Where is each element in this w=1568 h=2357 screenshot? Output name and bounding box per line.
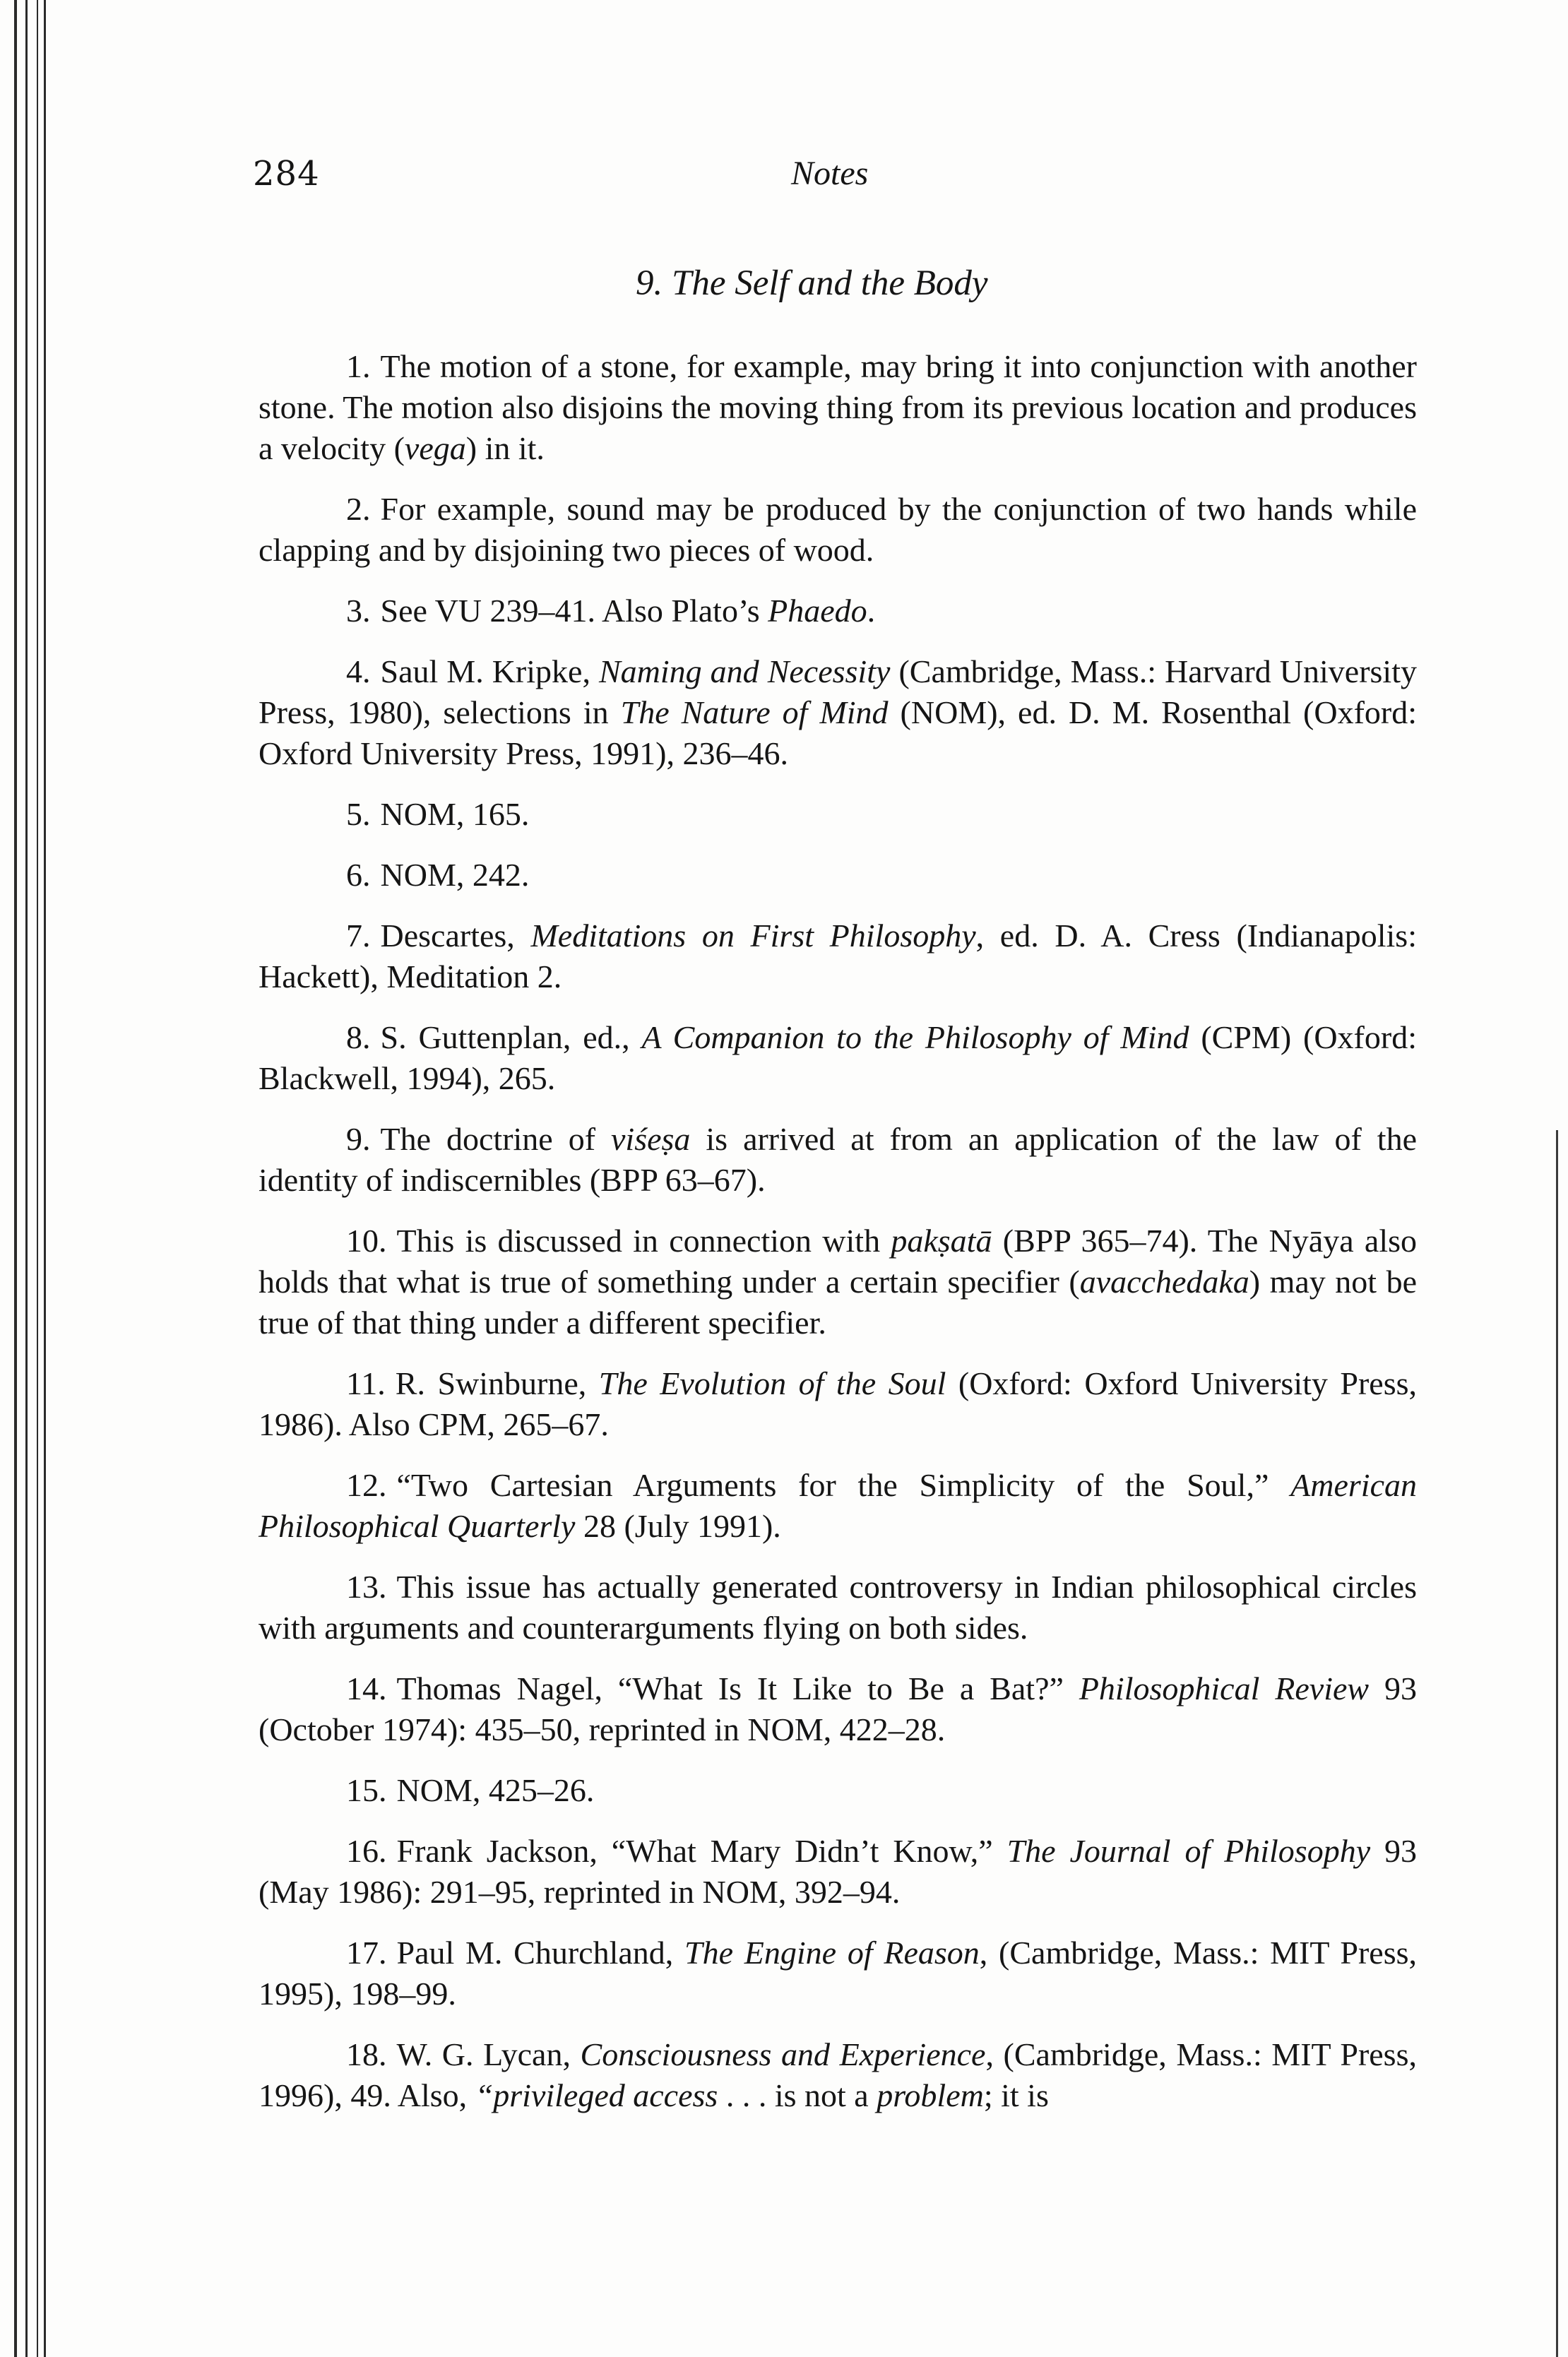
endnote <box>259 1017 1417 1099</box>
endnote-italic-text: Meditations on First Philosophy <box>530 918 976 954</box>
endnote <box>259 346 1417 469</box>
endnote-text: This issue has actually generated controversy in Indian philosophical circles with arguments and counterarguments flying on both sides. <box>259 1569 1417 1646</box>
spine-shadow-line <box>14 0 17 2357</box>
endnote <box>259 1831 1417 1913</box>
chapter-title: 9. The Self and the Body <box>636 263 988 303</box>
endnote-number: 15. <box>346 1772 387 1808</box>
running-title: Notes <box>791 155 869 192</box>
endnote-number: 17. <box>346 1935 387 1971</box>
endnote-text: S. Guttenplan, ed., <box>380 1019 642 1055</box>
page-number: 284 <box>253 154 320 194</box>
endnote <box>259 915 1417 997</box>
endnote-number: 11. <box>346 1365 386 1401</box>
endnote-italic-text: problem <box>877 2077 984 2113</box>
endnote-text: The motion of a stone, for example, may bring it into conjunction with another stone. The motion also disjoins the moving thing from its previous location and produces a velocity ( <box>259 348 1417 466</box>
endnote <box>259 1668 1417 1750</box>
endnote-italic-text: The Evolution of the Soul <box>598 1365 946 1401</box>
endnote-number: 10. <box>346 1223 387 1259</box>
endnote-text: (Cambridge, Mass.: Harvard University Press, 1980), selections in <box>259 653 1417 730</box>
endnote-italic-text: “privileged access <box>475 2077 718 2113</box>
endnote <box>259 590 1417 631</box>
endnote-italic-text: Naming and Necessity <box>598 653 891 689</box>
endnote-number: 12. <box>346 1467 387 1503</box>
endnote-text: For example, sound may be produced by the conjunction of two hands while clapping and by disjoining two pieces of wood. <box>259 491 1417 568</box>
endnote-number: 14. <box>346 1670 387 1706</box>
endnote-text: 28 (July 1991). <box>575 1508 781 1544</box>
spine-shadow-line <box>37 0 38 2357</box>
endnote-italic-text: Phaedo <box>768 593 867 629</box>
endnote-text: R. Swinburne, <box>395 1365 599 1401</box>
endnote-italic-text: The Journal of Philosophy <box>1006 1833 1371 1869</box>
endnote-text: Descartes, <box>380 918 531 954</box>
endnote-italic-text: Consciousness and Experience <box>580 2036 986 2072</box>
endnote-text: This is discussed in connection with <box>396 1223 891 1259</box>
endnote-text: Frank Jackson, “What Mary Didn’t Know,” <box>396 1833 1007 1869</box>
endnote-text: See VU 239–41. Also Plato’s <box>380 593 768 629</box>
endnote-number: 13. <box>346 1569 387 1605</box>
endnote-text: “Two Cartesian Arguments for the Simplicity of the Soul,” <box>396 1467 1291 1503</box>
endnote <box>259 489 1417 571</box>
endnote-text: NOM, 242. <box>380 857 530 893</box>
endnote-text: NOM, 425–26. <box>396 1772 595 1808</box>
endnote-text: ) in it. <box>465 430 545 466</box>
endnote <box>259 1465 1417 1547</box>
endnote-text: . <box>867 593 876 629</box>
endnote-text: , ed. D. A. Cress (Indianapolis: Hackett), Meditation 2. <box>259 918 1417 995</box>
page-edge-line <box>1556 1130 1558 2357</box>
endnote-italic-text: The Engine of Reason <box>684 1935 980 1971</box>
endnote-text: (NOM), ed. D. M. Rosenthal (Oxford: Oxford University Press, 1991), 236–46. <box>259 694 1417 771</box>
endnote-italic-text: The Nature of Mind <box>620 694 889 730</box>
endnote-number: 9. <box>346 1121 371 1157</box>
endnote-text: Saul M. Kripke, <box>380 653 599 689</box>
endnote <box>259 2034 1417 2116</box>
endnote-italic-text: Philosophical Review <box>1079 1670 1370 1706</box>
endnote-italic-text: pakṣatā <box>891 1223 992 1259</box>
endnote-text: Thomas Nagel, “What Is It Like to Be a Bat?” <box>396 1670 1079 1706</box>
endnote-number: 1. <box>346 348 371 384</box>
endnote-number: 8. <box>346 1019 371 1055</box>
endnote <box>259 1567 1417 1649</box>
endnote <box>259 1119 1417 1201</box>
endnote-number: 4. <box>346 653 371 689</box>
notes-list <box>259 346 1417 2136</box>
endnote-number: 7. <box>346 918 371 954</box>
endnote-text: 93 (October 1974): 435–50, reprinted in NOM, 422–28. <box>259 1670 1418 1747</box>
endnote-italic-text: viśeṣa <box>611 1121 691 1157</box>
endnote-italic-text: A Companion to the Philosophy of Mind <box>641 1019 1189 1055</box>
endnote-number: 18. <box>346 2036 387 2072</box>
endnote-text: , (Cambridge, Mass.: MIT Press, 1995), 198–99. <box>259 1935 1417 2012</box>
spine-shadow-line <box>44 0 46 2357</box>
endnote-italic-text: vega <box>404 430 466 466</box>
endnote-text: Paul M. Churchland, <box>396 1935 685 1971</box>
running-head <box>0 154 1568 203</box>
endnote-text: W. G. Lycan, <box>396 2036 581 2072</box>
endnote <box>259 794 1417 835</box>
endnote-text: , (Cambridge, Mass.: MIT Press, 1996), 49. Also, <box>259 2036 1417 2113</box>
endnote <box>259 651 1417 774</box>
endnote-italic-text: avacchedaka <box>1079 1264 1249 1300</box>
endnote-text: The doctrine of <box>380 1121 611 1157</box>
endnote-number: 5. <box>346 796 371 832</box>
endnote-number: 16. <box>346 1833 387 1869</box>
endnote-text: NOM, 165. <box>380 796 530 832</box>
endnote <box>259 1363 1417 1445</box>
endnote-text: 93 (May 1986): 291–95, reprinted in NOM, 392–94. <box>259 1833 1418 1910</box>
endnote-number: 3. <box>346 593 371 629</box>
endnote <box>259 1221 1417 1343</box>
endnote <box>259 855 1417 896</box>
endnote <box>259 1770 1417 1811</box>
endnote-text: is arrived at from an application of the law of the identity of indiscernibles (BPP 63–67). <box>259 1121 1417 1198</box>
endnote-text: ; it is <box>983 2077 1049 2113</box>
endnote-text: ) may not be true of that thing under a different specifier. <box>259 1264 1418 1341</box>
endnote-text: (CPM) (Oxford: Blackwell, 1994), 265. <box>259 1019 1417 1096</box>
endnote-text: (BPP 365–74). The Nyāya also holds that what is true of something under a certain specifier ( <box>259 1223 1417 1300</box>
endnote-number: 6. <box>346 857 371 893</box>
endnote-number: 2. <box>346 491 371 527</box>
spine-shadow-line <box>25 0 28 2357</box>
endnote-text: . . . is not a <box>718 2077 877 2113</box>
endnote <box>259 1932 1417 2014</box>
endnote-text: (Oxford: Oxford University Press, 1986). Also CPM, 265–67. <box>259 1365 1417 1442</box>
endnote-italic-text: American Philosophical Quarterly <box>259 1467 1417 1544</box>
